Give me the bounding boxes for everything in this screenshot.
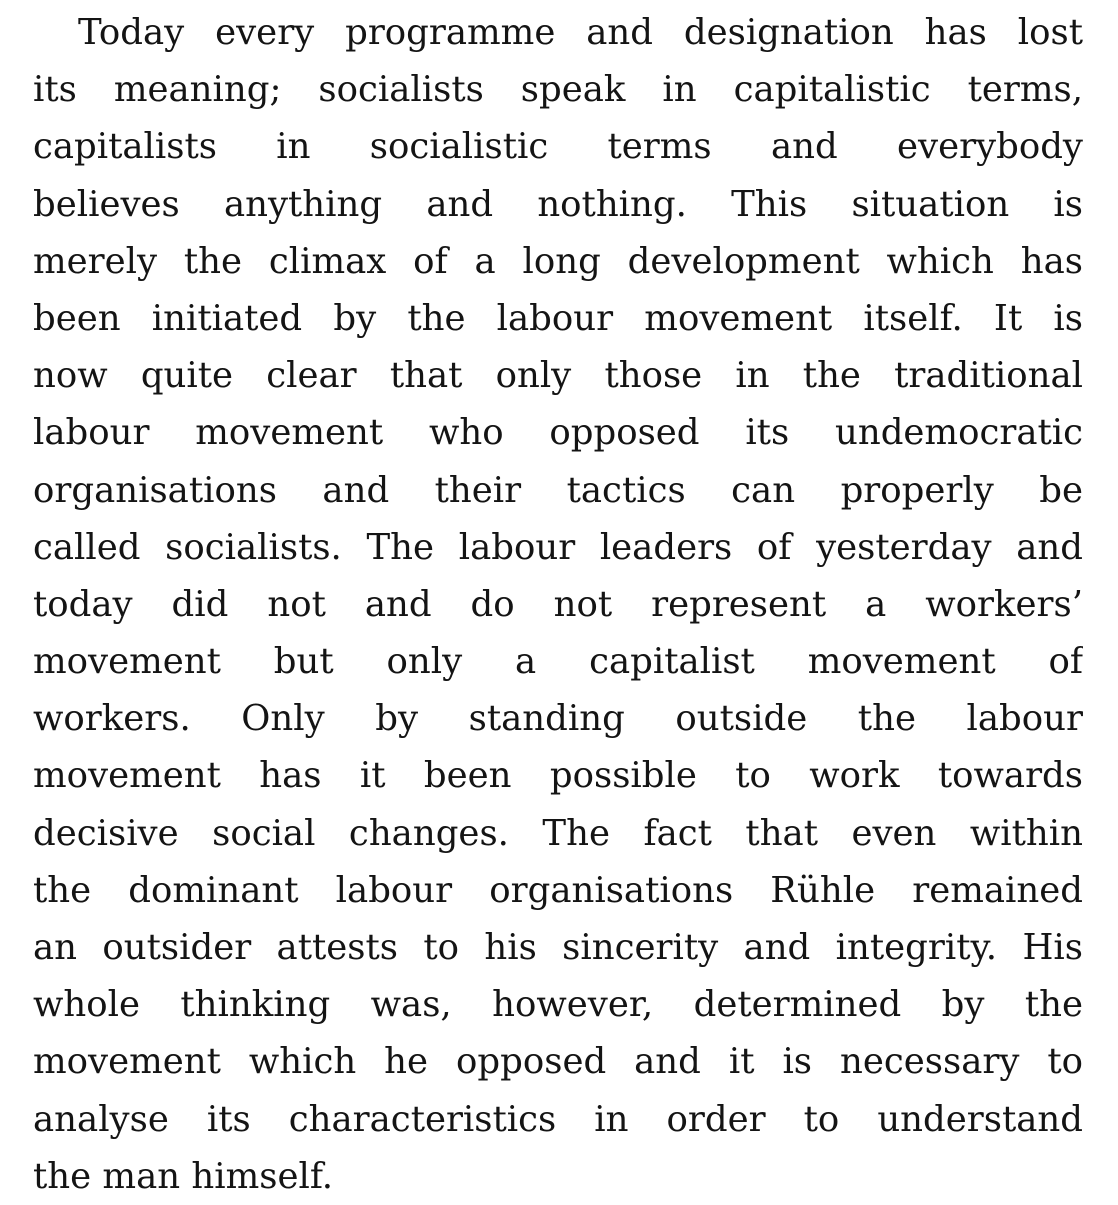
paragraph-line: believes anything and nothing. This situation is — [33, 183, 1083, 225]
paragraph-line: workers. Only by standing outside the labour — [33, 698, 1083, 740]
paragraph-line: whole thinking was, however, determined by the — [33, 984, 1083, 1026]
paragraph-line: its meaning; socialists speak in capitalistic terms, — [33, 69, 1083, 111]
paragraph-line: organisations and their tactics can properly be — [33, 469, 1083, 511]
paragraph-line: the dominant labour organisations Rühle remained — [33, 869, 1083, 911]
paragraph-line: been initiated by the labour movement itself. It is — [33, 297, 1083, 339]
paragraph-line: today did not and do not represent a workers’ — [33, 583, 1083, 625]
body-paragraph — [33, 4, 1083, 1205]
paragraph-line: movement but only a capitalist movement of — [33, 641, 1083, 683]
paragraph-line: analyse its characteristics in order to understand — [33, 1098, 1083, 1140]
paragraph-line: the man himself. — [33, 1155, 334, 1197]
paragraph-line: called socialists. The labour leaders of yesterday and — [33, 526, 1083, 568]
paragraph-line: now quite clear that only those in the traditional — [33, 355, 1083, 397]
paragraph-line: an outsider attests to his sincerity and integrity. His — [33, 927, 1083, 968]
paragraph-line: Today every programme and designation has lost — [78, 12, 1083, 53]
paragraph-line: movement has it been possible to work towards — [33, 755, 1083, 797]
paragraph-line: capitalists in socialistic terms and everybody — [33, 126, 1083, 168]
paragraph-line: labour movement who opposed its undemocratic — [33, 412, 1083, 454]
paragraph-line: decisive social changes. The fact that even within — [33, 812, 1083, 854]
paragraph-line: merely the climax of a long development which has — [33, 240, 1083, 282]
paragraph-line: movement which he opposed and it is necessary to — [33, 1041, 1083, 1083]
